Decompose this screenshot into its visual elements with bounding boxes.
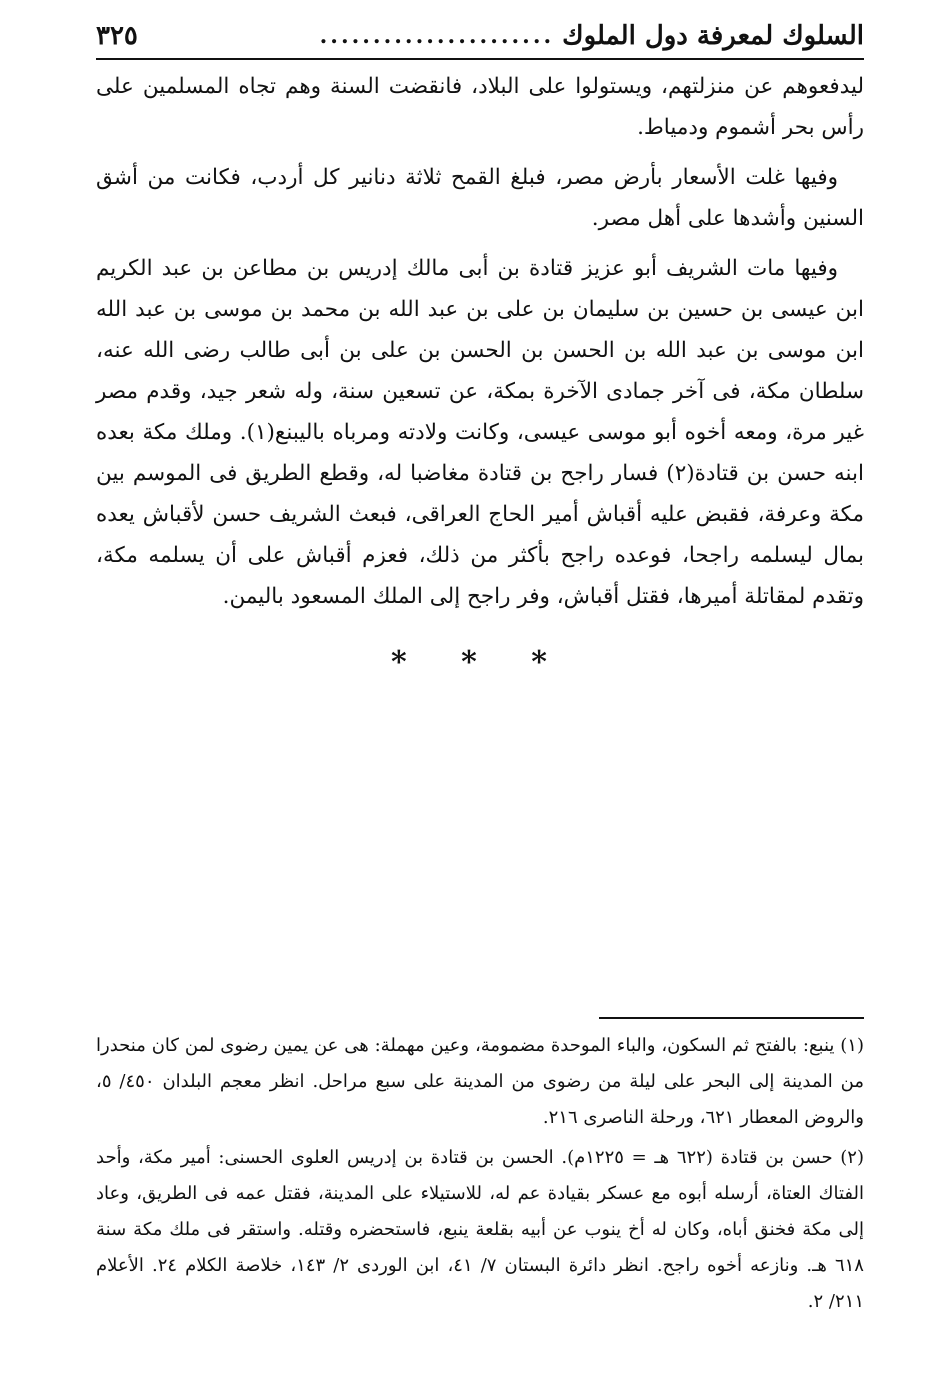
paragraph: وفيها مات الشريف أبو عزيز قتادة بن أبى مالك إدريس بن مطاعن بن عبد الكريم ابن عيسى بن حسين بن سليمان بن على بن عبد الله بن محمد بن موسى بن عبد الله ابن موسى بن عبد الله بن الحسن بن الحسن بن على بن أبى طالب رضى الله عنه، سلطان مكة، فى آخر جمادى الآخرة بمكة، عن تسعين سنة، وله شعر جيد، وقدم مصر غير مرة، ومعه أخوه أبو موسى عيسى، وكانت ولادته ومرباه باليبنع(١). وملك مكة بعده ابنه حسن بن قتادة(٢) فسار راجح بن قتادة مغاضبا له، وقطع الطريق فى الموسم بين مكة وعرفة، فقبض عليه أقباش أمير الحاج العراقى، فبعث الشريف حسن لأقباش يعده بمال ليسلمه راجحا، فوعده راجح بأكثر من ذلك، فعزم أقباش على أن يسلمه مكة، وتقدم لمقاتلة أميرها، فقتل أقباش، وفر راجح إلى الملك المسعود باليمن. <box>96 256 864 609</box>
page-number: ٣٢٥ <box>96 21 138 51</box>
running-header <box>96 14 864 58</box>
section-separator: * * * <box>391 645 569 680</box>
footnote-rule <box>599 1017 864 1019</box>
footnotes <box>96 1028 864 1324</box>
paragraph: ليدفعوهم عن منزلتهم، ويستولوا على البلاد، فانقضت السنة وهم تجاه المسلمين على رأس بحر أشموم ودمياط. <box>96 74 864 140</box>
main-text <box>96 66 864 626</box>
paragraph: وفيها غلت الأسعار بأرض مصر، فبلغ القمح ثلاثة دنانير كل أردب، فكانت من أشق السنين وأشدها على أهل مصر. <box>96 165 864 231</box>
book-title: السلوك لمعرفة دول الملوك <box>562 21 864 51</box>
footnote: (٢) حسن بن قتادة (٦٢٢ هـ = ١٢٢٥م). الحسن بن قتادة بن إدريس العلوى الحسنى: أمير مكة، وأحد الفتاك العتاة، أرسله أبوه مع عسكر بقيادة عم له، للاستيلاء على المدينة، فقتل عمه فى الطريق، وعاد إلى مكة فخنق أباه، وكان له أخ ينوب عن أبيه بقلعة ينبع، فاستحضره وقتله. واستقر فى ملك مكة سنة ٦١٨ هـ. ونازعه أخوه راجح. انظر دائرة البستان ٧/ ٤١، ابن الوردى ٢/ ١٤٣، خلاصة الكلام ٢٤. الأعلام ٢١١/ ٢. <box>96 1147 864 1312</box>
footnote: (١) ينبع: بالفتح ثم السكون، والباء الموحدة مضمومة، وعين مهملة: هى عن يمين رضوى لمن كان منحدرا من المدينة إلى البحر على ليلة من رضوى من المدينة على سبع مراحل. انظر معجم البلدان ٤٥٠/ ٥، والروض المعطار ٦٢١، ورحلة الناصرى ٢١٦. <box>96 1035 865 1128</box>
header-rule <box>96 58 864 60</box>
header-leader-dots: ...................... <box>319 23 555 49</box>
